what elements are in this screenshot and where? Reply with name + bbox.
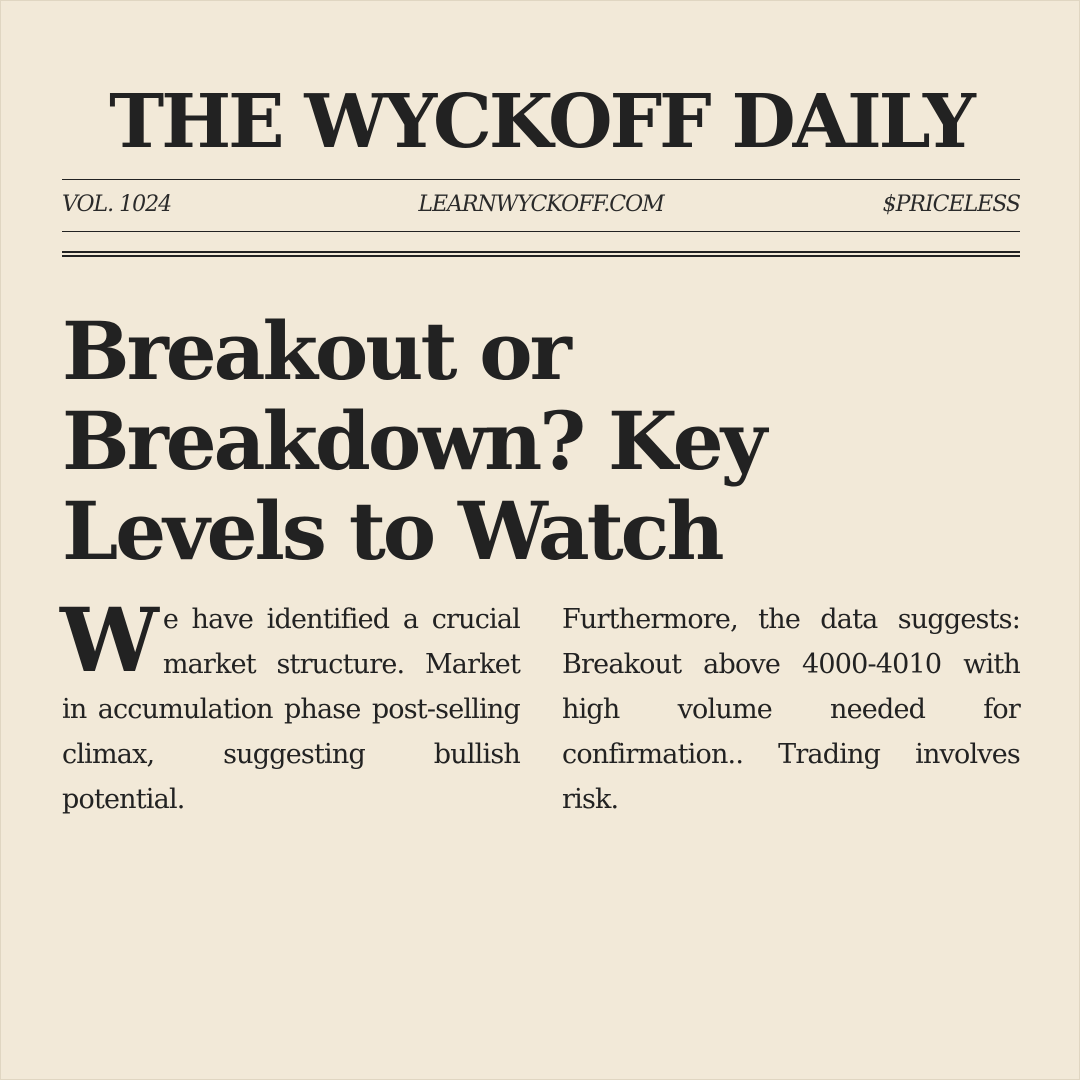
article-column-right [562,597,1020,822]
article-left-text: e have identified a crucial market structure. Market in accumulation phase post-selling climax, suggesting bullish potential. [62,604,520,815]
site-name: LEARNWYCKOFF.COM [418,192,664,217]
article-body [60,588,1020,897]
article-headline: Breakout or Breakdown? Key Levels to Watch [62,304,765,578]
drop-cap: W [60,588,157,692]
article-right-text: Furthermore, the data suggests: Breakout above 4000-4010 with high volume needed for confirmation.. Trading involves risk. [562,604,1020,815]
masthead-info-bar [62,191,1020,219]
article-column-left [60,588,520,822]
masthead-title: THE WYCKOFF DAILY [109,79,973,165]
volume-label: VOL. 1024 [62,192,172,217]
price-label: $PRICELESS [882,192,1020,217]
double-rule-bottom [62,255,1020,257]
masthead-top-rule [62,179,1020,180]
double-rule-top [62,251,1020,253]
masthead-bottom-rule [62,231,1020,232]
